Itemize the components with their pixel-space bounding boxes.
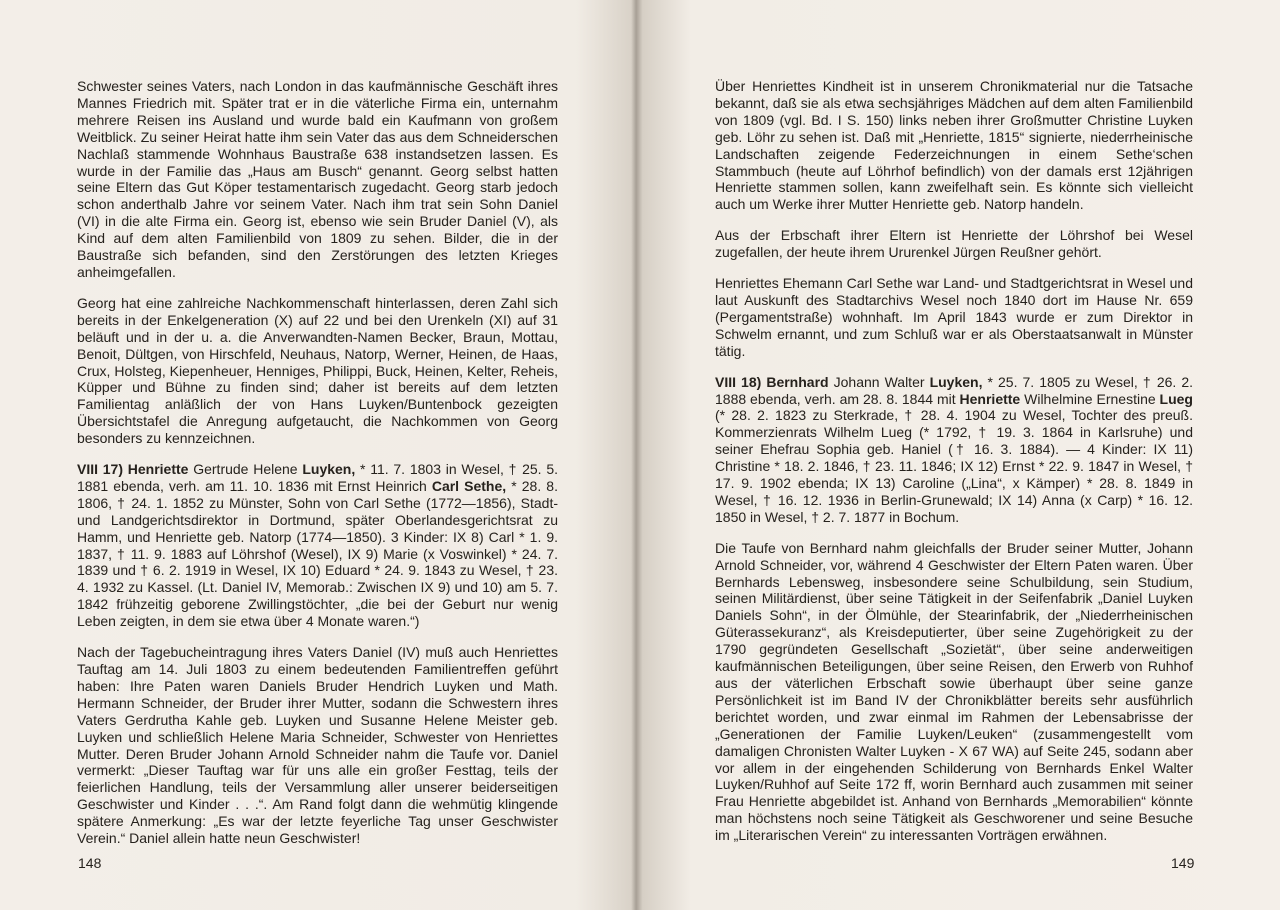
paragraph: Die Taufe von Bernhard nahm gleichfalls der Bruder seiner Mutter, Johann Arnold Schneider, vor, während 4 Geschwister der Eltern Paten waren. Über Bernhards Lebensweg, insbesondere seine Schulbildung, sein Studium, seinen Militärdienst, über seine Tätigkeit in der Seifenfabrik „Daniel Luyken Daniels Sohn“, in der Ölmühle, der Stearinfabrik, der „Niederrheinischen Güterassekuranz“, als Kreisdeputierter, über seine Zugehörigkeit zu der 1790 gegründeten Gesellschaft „Sozietät“, über seine anderweitigen kaufmännischen Beteiligungen, über seine Reisen, den Erwerb von Ruhhof aus der väterlichen Erbschaft sowie überhaupt über seine ganze Persönlichkeit ist im Band IV der Chronikblätter bereits sehr ausführlich berichtet worden, und zwar einmal im Rahmen der Lebensabrisse der „Generationen der Familie Luyken/Leuken“ (zusammengestellt vom damaligen Chronisten Walter Luyken - X 67 WA) auf Seite 245, sodann aber vor allem in der eingehenden Schilderung von Bernhards Enkel Walter Luyken/Ruhhof auf Seite 172 ff, worin Bernhard auch zusammen mit seiner Frau Henriette abgebildet ist. Anhand von Bernhards „Memorabilien“ könnte man höchstens noch seine Tätigkeit als Geschworener und seine Besuche im „Literarischen Verein“ zu interessanten Vorträgen erwähnen. [715, 539, 1193, 844]
right-page [715, 78, 1193, 858]
left-page [77, 78, 558, 861]
genealogy-entry-henriette: VIII 17) Henriette Gertrude Helene Luyken, * 11. 7. 1803 in Wesel, † 25. 5. 1881 ebenda, verh. am 11. 10. 1836 mit Ernst Heinrich Carl Sethe, * 28. 8. 1806, † 24. 1. 1852 zu Münster, Sohn von Carl Sethe (1772—1856), Stadt- und Landgerichtsdirektor in Dortmund, später Oberlandesgerichtsrat zu Hamm, und Henriette geb. Natorp (1774—1850). 3 Kinder: IX 8) Carl * 1. 9. 1837, † 11. 9. 1883 auf Löhrshof (Wesel), IX 9) Marie (x Voswinkel) * 24. 7. 1839 und † 6. 2. 1919 in Wesel, IX 10) Eduard * 24. 9. 1843 zu Wesel, † 23. 4. 1932 zu Kassel. (Lt. Daniel IV, Memorab.: Zwischen IX 9) und 10) am 5. 7. 1842 frühzeitig geborene Zwillingstöchter, „die bei der Geburt nur wenig Leben zeigten, in dem sie etwa über 4 Monate waren.“) [77, 461, 558, 630]
paragraph: Aus der Erbschaft ihrer Eltern ist Henriette der Löhrshof bei Wesel zugefallen, der heute ihrem Ururenkel Jürgen Reußner gehört. [715, 227, 1193, 261]
entry-heading: VIII 17) Henriette [77, 461, 189, 478]
page-number-right: 149 [1171, 855, 1195, 871]
genealogy-entry-bernhard: VIII 18) Bernhard Johann Walter Luyken, * 25. 7. 1805 zu Wesel, † 26. 2. 1888 ebenda, verh. am 28. 8. 1844 mit Henriette Wilhelmine Ernestine Lueg (* 28. 2. 1823 zu Sterkrade, † 28. 4. 1904 zu Wesel, Tochter des preuß. Kommerzienrats Wilhelm Lueg (* 1792, † 19. 3. 1864 in Karlsruhe) und seiner Ehefrau Sophia geb. Haniel († 16. 3. 1884). — 4 Kinder: IX 11) Christine * 18. 2. 1846, † 23. 11. 1846; IX 12) Ernst * 22. 9. 1847 in Wesel, † 17. 9. 1902 ebenda; IX 13) Caroline („Lina“, x Kämper) * 28. 8. 1849 in Wesel, † 16. 12. 1936 in Berlin-Grunewald; IX 14) Anna (x Carp) * 16. 12. 1850 in Wesel, † 2. 7. 1877 in Bochum. [715, 373, 1194, 525]
paragraph: Über Henriettes Kindheit ist in unserem Chronikmaterial nur die Tatsache bekannt, daß sie als etwa sechsjähriges Mädchen auf dem alten Familienbild von 1809 (vgl. Bd. I S. 150) links neben ihrer Großmutter Christine Luyken geb. Löhr zu sehen ist. Daß mit „Henriette, 1815“ signierte, niederrheinische Landschaften zeigende Federzeichnungen in einem Sethe‘schen Stammbuch (heute auf Löhrhof befindlich) von der damals erst 12jährigen Henriette stammen sollen, kann zweifelhaft sein. Es könnte sich vielleicht auch um Werke ihrer Mutter Henriette geb. Natorp handeln. [715, 78, 1193, 213]
paragraph: Henriettes Ehemann Carl Sethe war Land- und Stadtgerichtsrat in Wesel und laut Auskunft des Stadtarchivs Wesel noch 1840 dort im Hause Nr. 659 (Pergamentstraße) wohnhaft. Im April 1843 wurde er zum Direktor in Schwelm ernannt, und zum Schluß war er als Oberstaatsanwalt in Münster tätig. [715, 275, 1193, 359]
paragraph: Schwester seines Vaters, nach London in das kaufmännische Geschäft ihres Mannes Friedrich mit. Später trat er in die väterliche Firma ein, unternahm mehrere Reisen ins Ausland und wurde bald ein Kaufmann von großem Weitblick. Zu seiner Heirat hatte ihm sein Vater das aus dem Schneiderschen Nachlaß stammende Wohnhaus Baustraße 638 instandsetzen lassen. Es wurde in der Familie das „Haus am Busch“ genannt. Georg selbst hatten seine Eltern das Gut Köper testamentarisch zugedacht. Georg starb jedoch schon anderthalb Jahre vor seinem Vater. Nach ihm trat sein Sohn Daniel (VI) in die alte Firma ein. Georg ist, ebenso wie sein Bruder Daniel (V), als Kind auf dem alten Familienbild von 1809 zu sehen. Bilder, die in der Baustraße sich befanden, sind den Zerstörungen des letzten Krieges anheimgefallen. [77, 78, 558, 280]
paragraph: Georg hat eine zahlreiche Nachkommenschaft hinterlassen, deren Zahl sich bereits in der Enkelgeneration (X) auf 22 und bei den Urenkeln (XI) auf 31 beläuft und in der u. a. die Anverwandten-Namen Becker, Braun, Mottau, Benoit, Dültgen, von Hirschfeld, Neuhaus, Natorp, Werner, Heinen, de Haas, Crux, Holsteg, Kiepenheuer, Henniges, Philippi, Buck, Heinen, Kelter, Reheis, Küpper und Bühne zu finden sind; daher ist bereits auf dem letzten Familientag anläßlich der von Hans Luyken/Buntenbock gezeigten Übersichtstafel die Anregung aufgetaucht, die Nachkommen von Georg besonders zu kennzeichnen. [77, 294, 558, 447]
paragraph: Nach der Tagebucheintragung ihres Vaters Daniel (IV) muß auch Henriettes Tauftag am 14. Juli 1803 zu einem bedeutenden Familientreffen geführt haben: Ihre Paten waren Daniels Bruder Hendrich Luyken und Math. Hermann Schneider, der Bruder ihrer Mutter, sodann die Schwestern ihres Vaters Gerdrutha Kahle geb. Luyken und Susanne Helene Meister geb. Luyken und schließlich Helene Maria Schneider, Schwester von Henriettes Mutter. Deren Bruder Johann Arnold Schneider nahm die Taufe vor. Daniel vermerkt: „Dieser Tauftag war für uns alle ein großer Festtag, teils der feierlichen Handlung, teils der Versammlung aller unserer beiderseitigen Geschwister und Kinder . . .“. Am Rand folgt dann die wehmütig klingende spätere Anmerkung: „Es war der letzte feyerliche Tag unser Geschwister Verein.“ Daniel allein hatte neun Geschwister! [77, 644, 558, 847]
entry-heading: VIII 18) Bernhard [715, 373, 829, 390]
page-number-left: 148 [78, 855, 102, 871]
